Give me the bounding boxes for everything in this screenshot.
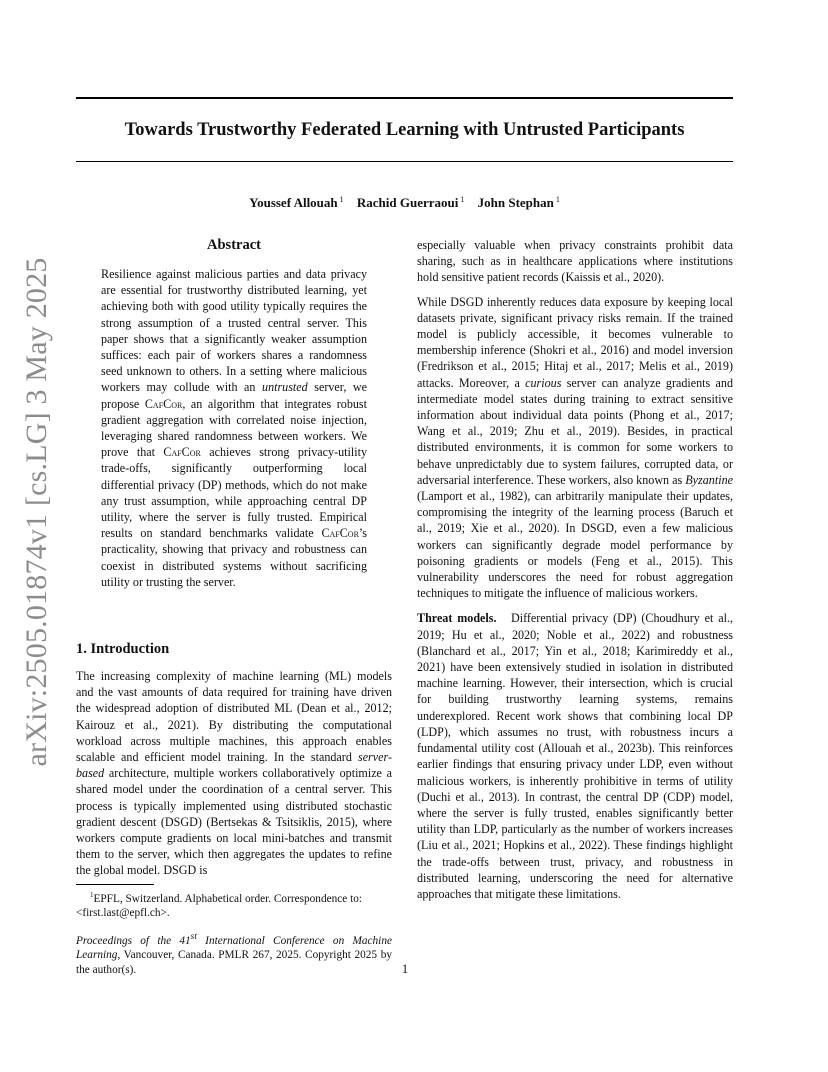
paragraph-lead: Threat models. bbox=[417, 611, 497, 626]
paragraph: especially valuable when privacy constraints prohibit data sharing, such as in healthcare applications where institutions hold sensitive patient records (Kaissis et al., 2020). bbox=[417, 238, 733, 285]
introduction-body: The increasing complexity of machine learning (ML) models and the vast amounts of data required for training have driven the widespread adoption of distributed ML (Dean et al., 2012; Kairouz et al., 2021). By distributing the computational workload across multiple machines, this approach enables scalable and efficient model training. In the standard server-based architecture, multiple workers collaboratively optimize a shared model under the coordination of a central server. This process is typically implemented using distributed stochastic gradient descent (DSGD) (Bertsekas & Tsitsiklis, 2015), where workers compute gradients on local mini-batches and transmit them to the server, which then aggregates the updates to refine the global model. DSGD is bbox=[76, 669, 392, 878]
section-heading-introduction: 1. Introduction bbox=[76, 641, 170, 657]
author: John Stephan $^1$ bbox=[477, 195, 560, 211]
abstract-body: Resilience against malicious parties and data privacy are essential for trustworthy distributed learning, yet achieving both with good utility typically requires the strong assumption of a trusted central server. This paper shows that a significantly weaker assumption suffices: each pair of workers shares a randomness seed unknown to others. In a setting where malicious workers may collude with an untrusted server, we propose CafCor, an algorithm that integrates robust gradient aggregation with correlated noise injection, leveraging shared randomness between workers. We prove that CafCor achieves strong privacy-utility trade-offs, significantly outperforming local differential privacy (DP) methods, which do not make any trust assumption, while approaching central DP utility, where the server is fully trusted. Empirical results on standard benchmarks validate CafCor’s practicality, showing that privacy and robustness can coexist in distributed systems without sacrificing utility or trusting the server. bbox=[101, 267, 367, 589]
paper-title: Towards Trustworthy Federated Learning with Untrusted Participants bbox=[124, 120, 685, 140]
paragraph-threat-models: Threat models. Differential privacy (DP) (Choudhury et al., 2019; Hu et al., 2020; Noble et al., 2022) and robustness (Blanchard et al., 2017; Yin et al., 2018; Karimireddy et al., 2021) have been extensively studied in isolation in distributed machine learning. However, their intersection, which is crucial for building trustworthy learning systems, remains underexplored. Recent work shows that combining local DP (LDP), which assumes no trust, with robustness incurs a fundamental utility cost (Allouah et al., 2023b). This reinforces earlier findings that ensuring privacy under LDP, even without malicious workers, is inherently prohibitive in terms of utility (Duchi et al., 2013). In contrast, the central DP (CDP) model, where the server is fully trusted, enables significantly better utility than LDP, particularly as the number of workers increases (Liu et al., 2021; Hopkins et al., 2022). These findings highlight the trade-offs between trust, privacy, and robustness in distributed learning, underscoring the need for alternative approaches that mitigate these limitations. bbox=[417, 611, 733, 901]
author: Rachid Guerraoui $^1$ bbox=[356, 195, 465, 211]
paragraph: While DSGD inherently reduces data exposure by keeping local datasets private, significant privacy risks remain. If the trained model is publicly accessible, it becomes vulnerable to membership inference (Shokri et al., 2016) and model inversion (Fredrikson et al., 2015; Hitaj et al., 2017; Melis et al., 2019) attacks. Moreover, a curious server can analyze gradients and intermediate model states during training to extract sensitive information about individual data points (Phong et al., 2017; Wang et al., 2019; Zhu et al., 2019). Besides, in practical distributed environments, it is common for some workers to behave unpredictably due to system failures, corrupted data, or adversarial interference. These workers, also known as Byzantine (Lamport et al., 1982), can arbitrarily manipulate their updates, compromising the integrity of the learning process (Baruch et al., 2019; Xie et al., 2020). In DSGD, even a few malicious workers can significantly degrade model performance by poisoning gradients or models (Feng et al., 2015). This vulnerability underscores the need for robust aggregation techniques to mitigate the influence of malicious workers. bbox=[417, 294, 733, 601]
algorithm-name: CafCor bbox=[321, 526, 359, 541]
title-bottom-rule bbox=[76, 161, 733, 162]
affiliation-footnote: $^1$EPFL, Switzerland. Alphabetical order. Correspondence to: <first.last@epfl.ch>. bbox=[76, 891, 363, 920]
abstract-heading: Abstract bbox=[207, 237, 261, 253]
right-column bbox=[417, 237, 733, 902]
author: Youssef Allouah $^1$ bbox=[249, 195, 344, 211]
page-number: 1 bbox=[401, 962, 409, 976]
algorithm-name: CafCor bbox=[144, 396, 183, 411]
arxiv-identifier-stamp: arXiv:2505.01874v1 [cs.LG] 3 May 2025 bbox=[20, 257, 53, 767]
author-list bbox=[76, 192, 733, 211]
algorithm-name: CafCor bbox=[163, 445, 201, 460]
title-top-rule bbox=[76, 97, 733, 99]
footnote-rule bbox=[76, 884, 154, 885]
proceedings-note: Proceedings of the 41st International Conference on Machine Learning, Vancouver, Canada. PMLR 267, 2025. Copyright 2025 by the author(s). bbox=[76, 932, 392, 976]
